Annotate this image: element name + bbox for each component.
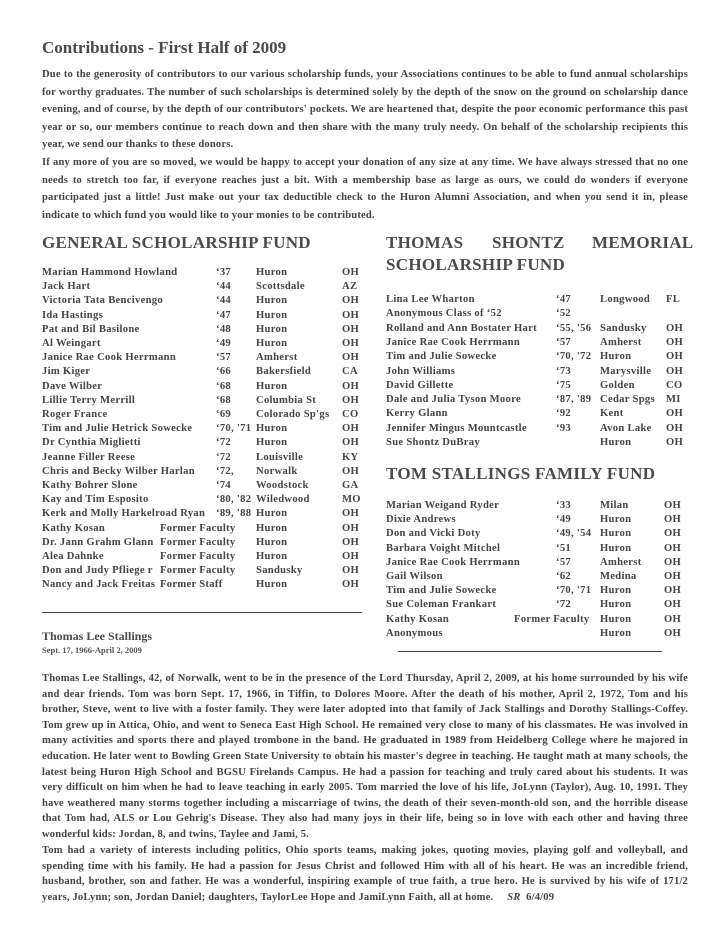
donor-city: Colorado Sp'gs xyxy=(256,409,330,420)
donor-year: ‘57 xyxy=(216,352,232,364)
page-title: Contributions - First Half of 2009 xyxy=(42,38,287,57)
donor-year: ‘47 xyxy=(556,294,572,305)
donor-state: OH xyxy=(666,351,684,363)
donor-name: Nancy and Jack Freitas xyxy=(42,579,156,591)
donor-name: Tim and Julie Sowecke xyxy=(386,585,497,597)
donor-name: Janice Rae Cook Herrmann xyxy=(42,352,177,364)
donor-state: AZ xyxy=(342,281,358,293)
donor-name: Roger France xyxy=(42,409,108,420)
donor-name: Jeanne Filler Reese xyxy=(42,451,136,463)
donor-name: Anonymous xyxy=(386,627,443,639)
donor-state: OH xyxy=(666,365,684,377)
obituary-paragraph-2 xyxy=(42,843,688,905)
donor-state: OH xyxy=(342,508,360,520)
donor-state: OH xyxy=(342,352,360,364)
donor-year: ‘57 xyxy=(556,336,572,348)
donor-city: Amherst xyxy=(600,556,642,568)
donor-year: Former Faculty xyxy=(160,522,236,534)
obituary-dates: Sept. 17, 1966-April 2, 2009 xyxy=(42,645,142,655)
donor-city: Huron xyxy=(256,437,288,449)
donor-year: Former Faculty xyxy=(160,551,236,562)
donor-city: Huron xyxy=(600,542,632,554)
donor-name: Dave Wilber xyxy=(42,380,103,392)
donor-year: ‘69 xyxy=(216,409,232,420)
donor-city: Huron xyxy=(256,295,288,307)
donor-state: OH xyxy=(666,322,684,334)
donor-state: OH xyxy=(664,528,682,540)
donor-state: OH xyxy=(342,338,360,349)
donor-city: Columbia St xyxy=(256,394,317,406)
obituary-name: Thomas Lee Stallings xyxy=(42,629,153,643)
donor-year: ‘51 xyxy=(556,542,572,554)
donor-name: Victoria Tata Bencivengo xyxy=(42,295,163,307)
donor-state: OH xyxy=(664,556,682,568)
donor-name: Lillie Terry Merrill xyxy=(42,394,136,406)
donor-year: ‘72 xyxy=(216,451,232,463)
donor-city: Avon Lake xyxy=(600,422,652,434)
donor-name: Rolland and Ann Bostater Hart xyxy=(386,322,537,334)
donor-state: KY xyxy=(342,451,359,463)
donor-name: Tim and Julie Hetrick Sowecke xyxy=(42,423,193,435)
donor-year: ‘37 xyxy=(216,267,232,278)
donor-year: ‘74 xyxy=(216,480,232,491)
donor-city: Bakersfield xyxy=(256,366,312,378)
donor-year: ‘87, '89 xyxy=(556,394,592,406)
donor-name: Janice Rae Cook Herrmann xyxy=(386,556,521,568)
donor-year: ‘70, '72 xyxy=(556,351,592,363)
donor-name: Anonymous Class of ‘52 xyxy=(386,308,502,320)
donor-name: Kathy Kosan xyxy=(42,522,106,534)
donor-name: Kathy Kosan xyxy=(386,613,450,625)
shontz-heading-word-3: MEMORIAL xyxy=(592,233,694,252)
donor-year: ‘33 xyxy=(556,500,572,511)
donor-state: OH xyxy=(666,408,684,420)
donor-state: OH xyxy=(342,423,360,435)
donor-name: Sue Shontz DuBray xyxy=(386,437,480,448)
donor-year: ‘49, '54 xyxy=(556,528,592,540)
donor-name: Dixie Andrews xyxy=(386,514,456,526)
donor-city: Huron xyxy=(256,323,288,335)
donor-name: Barbara Voight Mitchel xyxy=(386,542,501,554)
donor-name: Janice Rae Cook Herrmann xyxy=(386,336,521,348)
donor-year: ‘72, xyxy=(216,465,234,477)
stallings-fund-heading: TOM STALLINGS FAMILY FUND xyxy=(386,464,656,483)
donor-year: Former Faculty xyxy=(160,565,236,577)
donor-state: OH xyxy=(342,465,360,477)
donor-name: Dale and Julia Tyson Moore xyxy=(386,394,521,406)
donor-state: FL xyxy=(666,294,681,305)
donor-city: Huron xyxy=(256,338,288,349)
donor-state: MI xyxy=(666,394,681,406)
donor-city: Huron xyxy=(256,423,288,435)
shontz-fund-heading-line2: SCHOLARSHIP FUND xyxy=(386,255,566,274)
donor-state: CO xyxy=(342,409,359,420)
donor-city: Sandusky xyxy=(256,565,303,577)
donor-name: Kerry Glann xyxy=(386,408,448,420)
donor-state: OH xyxy=(664,542,682,554)
donor-year: Former Faculty xyxy=(514,613,590,625)
donor-name: Tim and Julie Sowecke xyxy=(386,351,497,363)
donor-city: Wiledwood xyxy=(256,494,310,506)
donor-name: Dr. Jann Grahm Glann xyxy=(42,536,154,548)
donor-city: Amherst xyxy=(256,352,298,364)
donor-city: Medina xyxy=(600,571,637,582)
donor-city: Huron xyxy=(600,528,632,540)
donor-year: ‘93 xyxy=(556,422,572,434)
donor-state: OH xyxy=(342,565,360,577)
obituary-paragraph-1: Thomas Lee Stallings, 42, of Norwalk, went to be in the presence of the Lord Thursday, April 2, 2009, at his home surrounded by his wife and dear friends. Tom was born Sept. 17, 1966, in Tiffin, to Dolores Moore. After the death of his mother, April 2, 1972, Tom and his brother, Steve, went to live with a foster family. They were later adopted into that family of Jack Stallings and Dorothy Stallings-Coffey. Tom grew up in Attica, Ohio, and went to Seneca East High School. He remained very close to many of his classmates. He was involved in many activities and sports there and played trombone in the band. He graduated in 1989 from Heidelberg College where he majored in education. He later went to Bowling Green State University to obtain his master's degree in teaching. He taught math at many schools, the latest being Huron High School and BGSU Firelands Campus. He had a passion for teaching and truly cared about his students. It was very difficult on him when he had to leave teaching in early 2005. Tom married the love of his life, JoLynn (Taylor), Aug. 10, 1991. They have weathered many storms together including a miscarriage of twins, the death of their seven-month-old son, and the horrible disease that Tom had, ALS or Lou Gehrig's Disease. They also had many joys in their life, being so in love with each other and having three wonderful kids: Jordan, 8, and twins, Taylee and Jami, 5. xyxy=(42,673,688,840)
donor-city: Milan xyxy=(600,500,629,511)
donor-state: OH xyxy=(342,437,360,449)
donor-state: OH xyxy=(664,585,682,597)
donor-year: ‘66 xyxy=(216,366,232,378)
donor-name: Jennifer Mingus Mountcastle xyxy=(386,422,527,434)
donor-year: ‘70, '71 xyxy=(556,585,592,597)
donor-city: Huron xyxy=(256,508,288,520)
donor-name: Jack Hart xyxy=(42,281,91,293)
donor-city: Amherst xyxy=(600,336,642,348)
donor-city: Kent xyxy=(600,408,624,420)
donor-state: CO xyxy=(666,379,683,391)
donor-year: ‘68 xyxy=(216,394,232,406)
donor-city: Huron xyxy=(256,536,288,548)
shontz-heading-word-2: SHONTZ xyxy=(492,233,565,252)
general-fund-heading: GENERAL SCHOLARSHIP FUND xyxy=(42,233,311,252)
donor-city: Scottsdale xyxy=(256,281,305,293)
donor-state: OH xyxy=(666,437,684,448)
donor-city: Huron xyxy=(256,551,288,562)
donor-state: OH xyxy=(342,579,360,591)
donor-year: ‘57 xyxy=(556,556,572,568)
donor-year: ‘52 xyxy=(556,308,572,320)
donor-state: OH xyxy=(666,336,684,348)
donor-name: Kay and Tim Esposito xyxy=(42,494,149,506)
donor-state: OH xyxy=(664,599,682,611)
donor-state: OH xyxy=(342,323,360,335)
donor-state: OH xyxy=(342,267,360,278)
donor-state: OH xyxy=(342,295,360,307)
divider xyxy=(42,612,362,613)
donor-year: ‘73 xyxy=(556,365,572,377)
donor-year: ‘48 xyxy=(216,323,232,335)
donor-state: OH xyxy=(342,522,360,534)
shontz-heading-word-1: THOMAS xyxy=(386,233,464,252)
donor-name: Marian Hammond Howland xyxy=(42,267,178,278)
donor-year: ‘80, '82 xyxy=(216,494,252,506)
donor-name: Ida Hastings xyxy=(42,309,104,321)
donor-year: ‘47 xyxy=(216,309,232,321)
signature-date: 6/4/09 xyxy=(526,891,555,903)
donor-name: Chris and Becky Wilber Harlan xyxy=(42,465,195,477)
donor-year: ‘72 xyxy=(556,599,572,611)
donor-state: OH xyxy=(664,500,682,511)
donor-city: Huron xyxy=(256,309,288,321)
donor-year: ‘44 xyxy=(216,281,232,293)
donor-year: ‘44 xyxy=(216,295,232,307)
donor-state: OH xyxy=(342,536,360,548)
donor-year: Former Staff xyxy=(160,579,223,591)
donor-name: John Williams xyxy=(386,365,456,377)
donor-city: Golden xyxy=(600,379,635,391)
donor-city: Marysville xyxy=(600,365,652,377)
donor-city: Norwalk xyxy=(256,465,298,477)
donor-year: ‘92 xyxy=(556,408,572,420)
donor-city: Huron xyxy=(256,522,288,534)
donor-name: Sue Coleman Frankart xyxy=(386,599,497,611)
donor-city: Huron xyxy=(600,514,632,526)
donor-city: Huron xyxy=(600,599,632,611)
donor-city: Woodstock xyxy=(256,480,309,491)
donor-city: Huron xyxy=(256,380,288,392)
donor-state: OH xyxy=(342,394,360,406)
shontz-fund-heading xyxy=(386,233,694,255)
donor-year: ‘75 xyxy=(556,379,572,391)
donor-name: Al Weingart xyxy=(42,338,101,349)
donor-city: Huron xyxy=(256,579,288,591)
donor-name: Don and Vicki Doty xyxy=(386,528,481,540)
donor-name: Pat and Bil Basilone xyxy=(42,323,140,335)
intro-paragraph-1: Due to the generosity of contributors to our various scholarship funds, your Associations continues to be able to fund annual scholarships for worthy graduates. The number of such scholarships is determined solely by the depth of the snow on the ground on scholarship dance evening, and of course, by the depth of our contributors' pockets. We are heartened that, despite the poor economic performance this past year or so, our members continue to reach down and then share with the many truly needy. On behalf of the scholarship recipients this year, we send our thanks to these donors. xyxy=(42,69,688,151)
donor-year: ‘70, '71 xyxy=(216,423,252,435)
donor-name: Jim Kiger xyxy=(42,366,91,378)
donor-state: OH xyxy=(666,422,684,434)
donor-state: OH xyxy=(664,571,682,582)
donor-name: Gail Wilson xyxy=(386,571,443,582)
donor-name: Dr Cynthia Miglietti xyxy=(42,437,141,449)
donor-year: ‘49 xyxy=(556,514,572,526)
donor-state: OH xyxy=(664,514,682,526)
donor-state: OH xyxy=(342,380,360,392)
donor-year: ‘68 xyxy=(216,380,232,392)
donor-year: ‘62 xyxy=(556,571,572,582)
donor-name: Kerk and Molly Harkelroad Ryan xyxy=(42,508,206,520)
donor-city: Cedar Spgs xyxy=(600,394,655,406)
donor-year: Former Faculty xyxy=(160,536,236,548)
donor-name: Lina Lee Wharton xyxy=(386,294,475,305)
donor-city: Sandusky xyxy=(600,322,647,334)
donor-year: ‘55, '56 xyxy=(556,322,592,334)
donor-city: Huron xyxy=(256,267,288,278)
donor-city: Huron xyxy=(600,351,632,363)
donor-city: Huron xyxy=(600,613,632,625)
donor-name: Marian Weigand Ryder xyxy=(386,500,500,511)
donor-state: OH xyxy=(342,309,360,321)
donor-year: ‘89, '88 xyxy=(216,508,252,520)
donor-city: Louisville xyxy=(256,451,304,463)
donor-state: OH xyxy=(342,551,360,562)
donor-state: MO xyxy=(342,494,361,506)
obituary-paragraph-2-text: Tom had a variety of interests including politics, Ohio sports teams, making jokes, quoting movies, playing golf and volleyball, and spending time with his family. He had a passion for Jesus Christ and followed Him with all of his heart. He was an incredible friend, husband, brother, son and father. He was a wonderful, inspiring example of true faith, a true hero. He is survived by his wife of 171/2 years, JoLynn; son, Jordan Daniel; daughters, TaylorLee Hope and JamiLynn Faith, all at home. xyxy=(42,845,688,903)
donor-city: Longwood xyxy=(600,294,651,305)
donor-state: CA xyxy=(342,366,358,378)
donor-city: Huron xyxy=(600,585,632,597)
donor-name: Kathy Bohrer Slone xyxy=(42,480,138,491)
donor-name: Alea Dahnke xyxy=(42,551,104,562)
donor-state: OH xyxy=(664,613,682,625)
signature-initials: SR xyxy=(507,891,521,903)
intro-paragraph-2: If any more of you are so moved, we would be happy to accept your donation of any size at any time. We have always stressed that no one needs to stretch too far, if everyone reaches just a bit. With a membership base as large as ours, we could do wonders if everyone participated just a little! Just make out your tax deductible check to the Huron Alumni Association, and when you send it in, please indicate to which fund you would like to your monies to be contributed. xyxy=(42,157,688,221)
donor-city: Huron xyxy=(600,627,632,639)
donor-city: Huron xyxy=(600,437,632,448)
donor-name: David Gillette xyxy=(386,379,454,391)
donor-state: GA xyxy=(342,480,359,491)
divider xyxy=(398,651,662,652)
donor-name: Don and Judy Pfliege r xyxy=(42,565,153,577)
donor-year: ‘49 xyxy=(216,338,232,349)
donor-state: OH xyxy=(664,627,682,639)
donor-year: ‘72 xyxy=(216,437,232,449)
